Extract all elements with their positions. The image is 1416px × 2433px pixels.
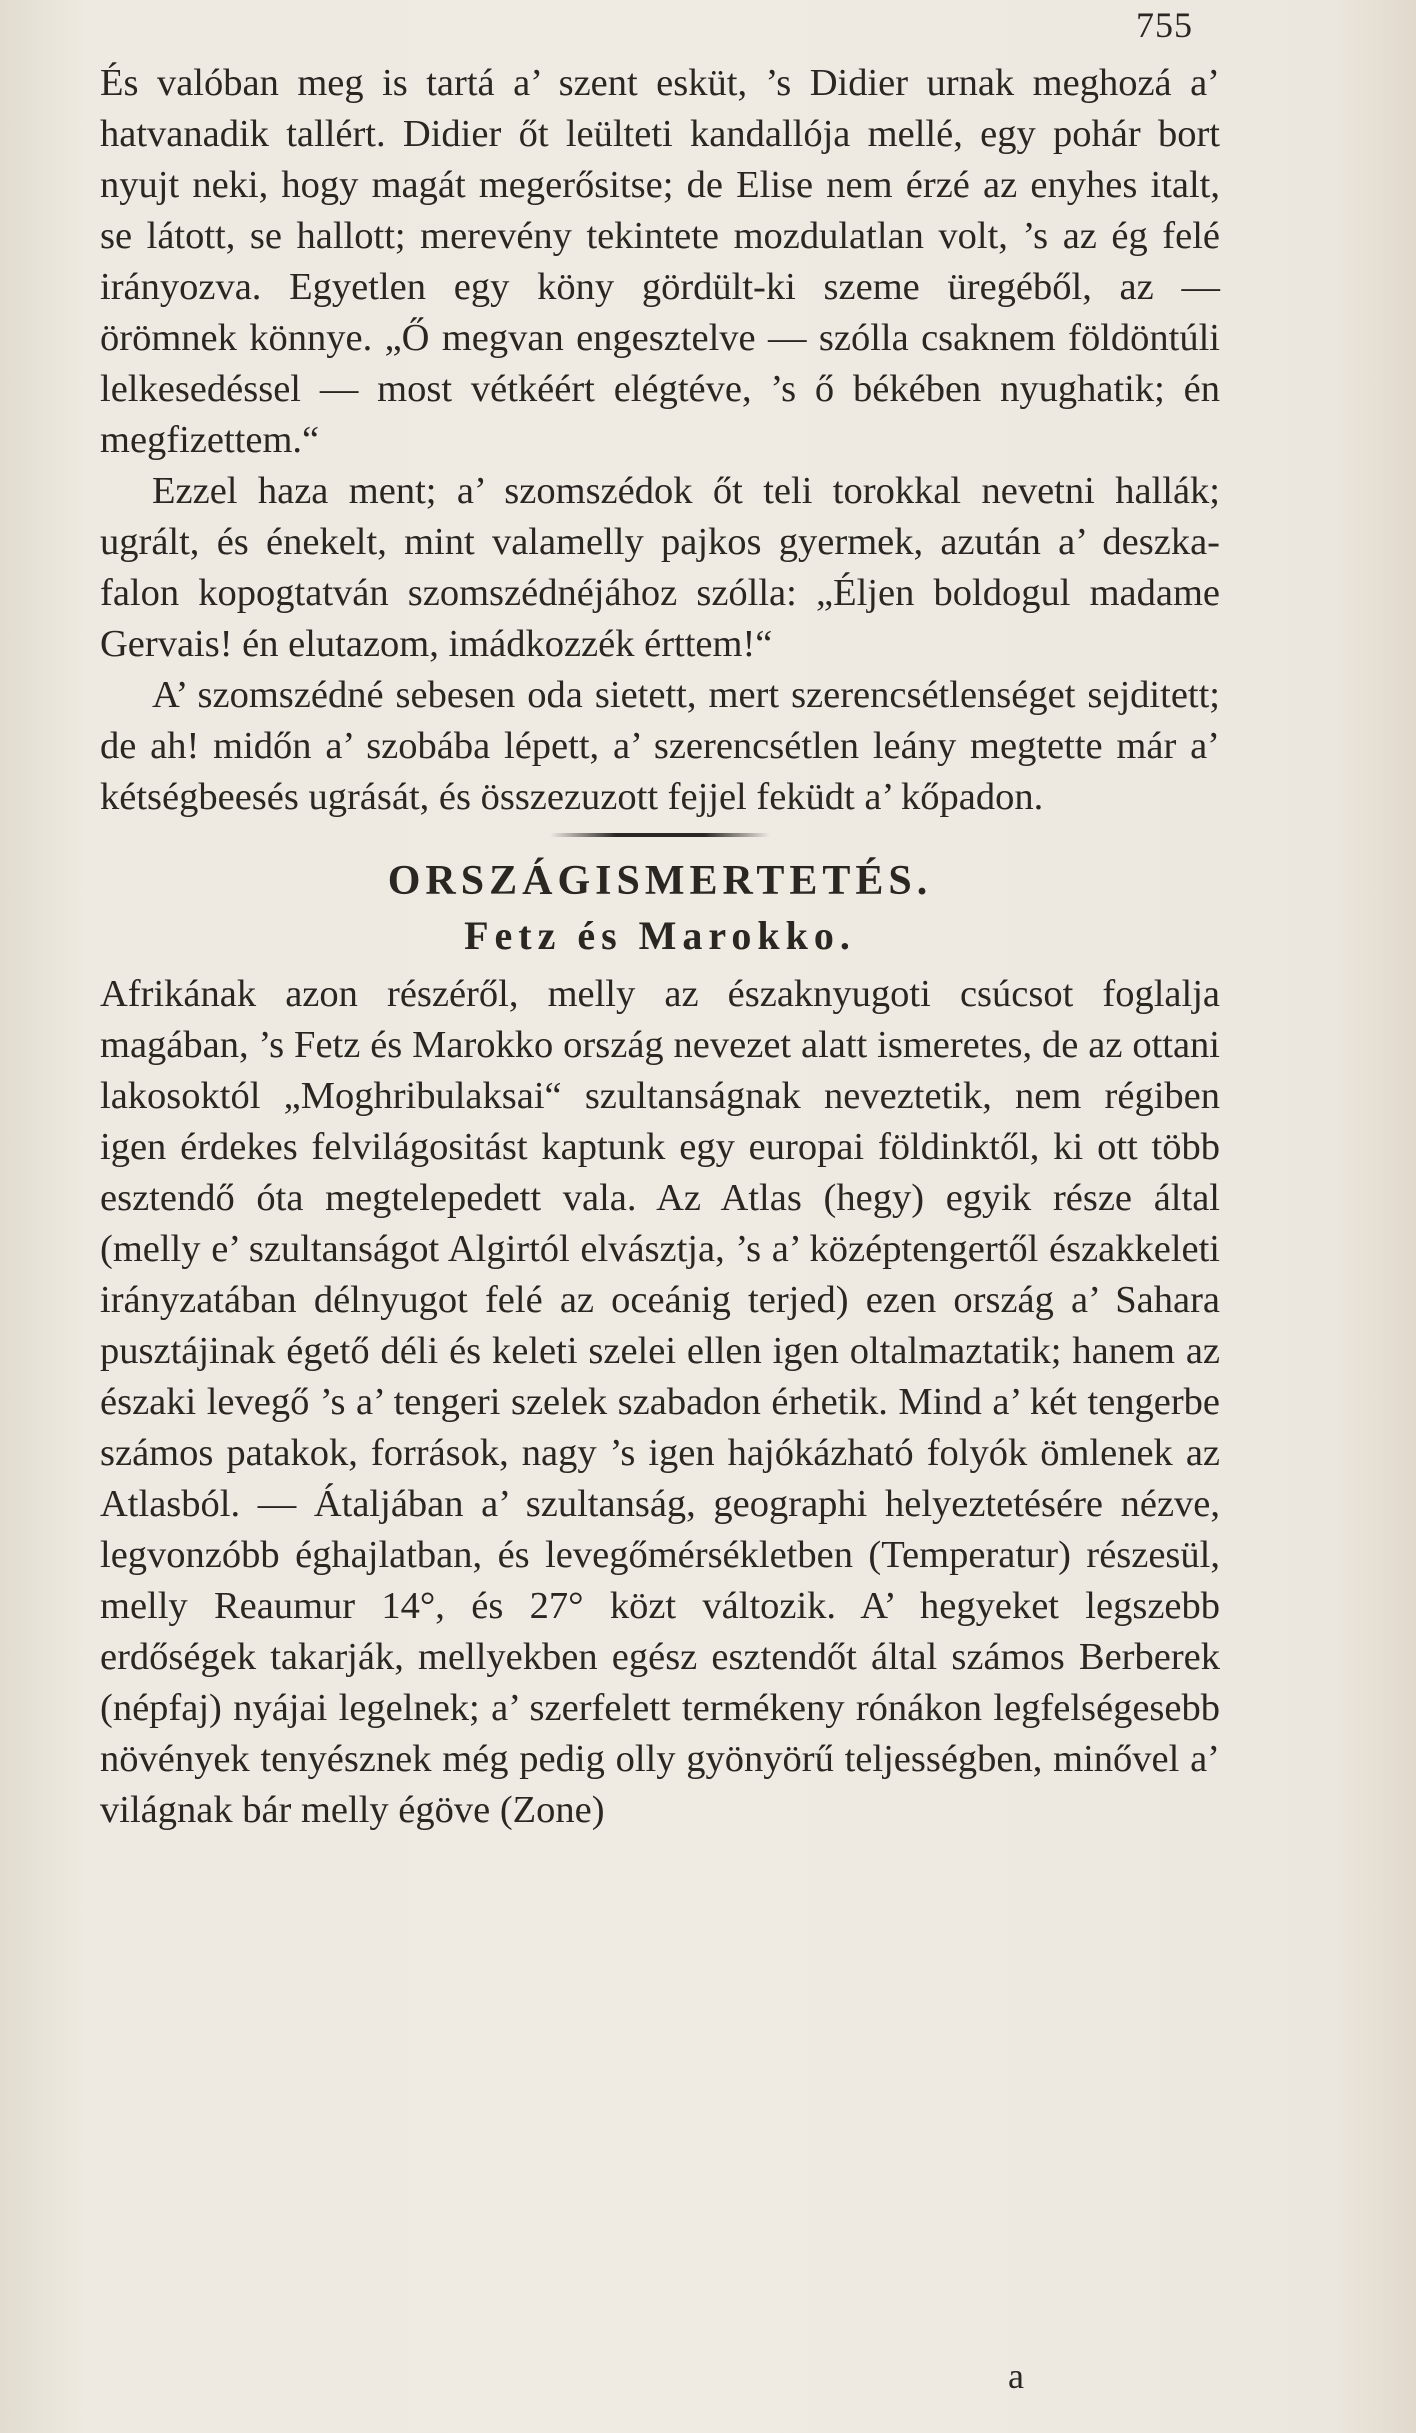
paragraph-neighbor: A’ szomszédné sebesen oda sietett, mert szerencsétlenséget sejditett; de ah! midőn a’ szobába lépett, a’ szerencsétlen leány megtette már a’ kétségbeesés ugrását, és összezuzott fejjel feküdt a’ kőpadon. xyxy=(100,674,1220,818)
page-number: 755 xyxy=(1136,5,1193,45)
paragraph-morocco: Afrikának azon részéről, melly az északnyugoti csúcsot foglalja magában, ’s Fetz és Marokko ország nevezet alatt ismeretes, de az ottani lakosoktól „Moghribulaksai“ szultanságnak neveztetik, nem régiben igen érdekes felvilágositást kaptunk egy europai földinktől, ki ott több esztendő óta megtelepedett vala. Az Atlas (hegy) egyik része által (melly e’ szultanságot Algirtól elvásztja, ’s a’ középtengertől északkeleti irányzatában délnyugot felé az oceánig terjed) ezen ország a’ Sahara pusztájinak égető déli és keleti szelei ellen igen oltalmaztatik; hanem az északi levegő ’s a’ tengeri szelek szabadon érhetik. Mind a’ két tengerbe számos patakok, források, nagy ’s igen hajókázható folyók ömlenek az Atlasból. — Átaljában a’ szultanság, geographi helyeztetésére nézve, legvonzóbb éghajlatban, és levegőmérsékletben (Temperatur) részesül, melly Reaumur 14°, és 27° közt változik. A’ hegyeket legszebb erdőségek takarják, mellyekben egész esztendőt által számos Berberek (népfaj) nyájai legelnek; a’ szerfelett termékeny rónákon legfelségesebb növények tenyésznek még pedig olly gyönyörű teljességben, minővel a’ világnak bár melly égöve (Zone) xyxy=(100,973,1220,1831)
paragraph-oath: És valóban meg is tartá a’ szent esküt, ’s Didier urnak meghozá a’ hatvanadik tallért. Didier őt leülteti kandallója mellé, egy pohár bort nyujt neki, hogy magát megerősitse; de Elise nem érzé az enyhes italt, se látott, se hallott; merevény tekintete mozdulatlan volt, ’s az ég felé irányozva. Egyetlen egy köny gördült-ki szeme üregéből, az — örömnek könnye. „Ő megvan engesztelve — szólla csaknem földöntúli lelkesedéssel — most vétkéért elégtéve, ’s ő békében nyughatik; én megfizettem.“ xyxy=(100,62,1220,461)
page-text xyxy=(100,58,1220,1836)
section-subheading: Fetz és Marokko. xyxy=(464,913,856,958)
catchword: a xyxy=(1008,2356,1024,2396)
section-divider xyxy=(550,833,770,837)
section-heading: ORSZÁGISMERTETÉS. xyxy=(387,858,933,904)
paragraph-laughter: Ezzel haza ment; a’ szomszédok őt teli torokkal nevetni hallák; ugrált, és énekelt, mint valamelly pajkos gyermek, azután a’ deszka-falon kopogtatván szomszédnéjához szólla: „Éljen boldogul madame Gervais! én elutazom, imádkozzék érttem!“ xyxy=(100,470,1220,665)
